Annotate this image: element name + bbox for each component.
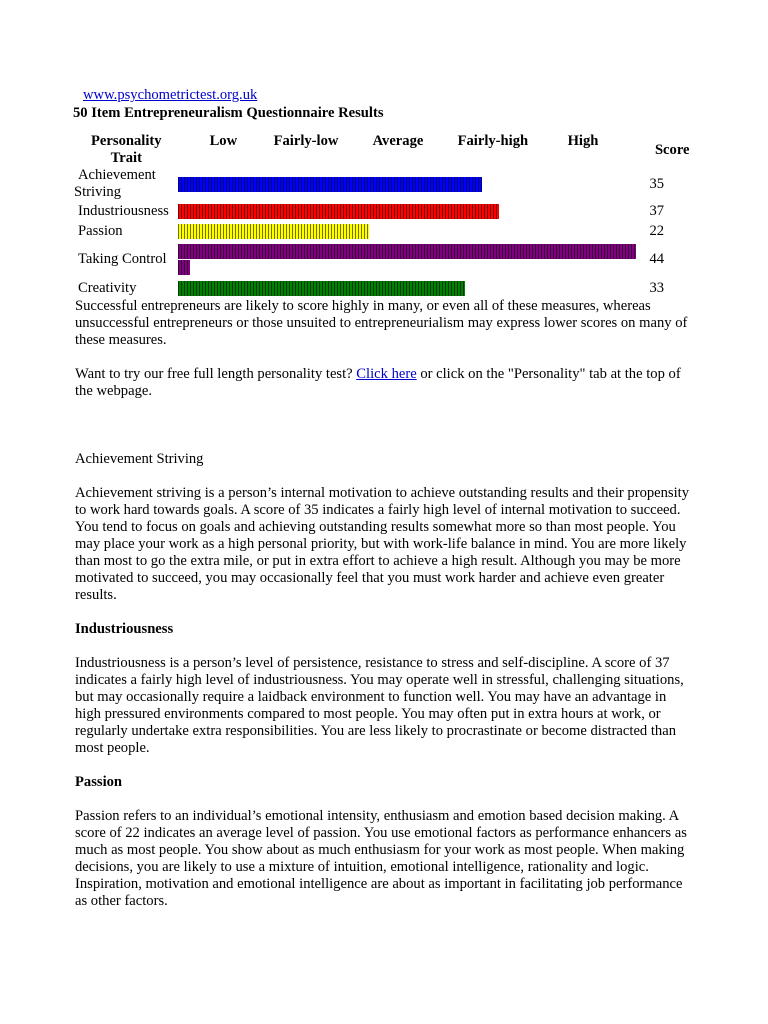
score-value: 44 xyxy=(649,251,665,267)
try-suffix: or click on the "Personality" tab at the top of the webpage. xyxy=(75,366,681,399)
bar-cell xyxy=(178,241,650,278)
score-bar xyxy=(178,281,465,296)
results-page xyxy=(75,87,695,910)
level-fairly-high: Fairly-high xyxy=(457,133,529,149)
achievement-heading: Achievement Striving xyxy=(75,451,204,467)
score-value: 22 xyxy=(649,222,665,239)
industriousness-text: Industriousness is a person’s level of persistence, resistance to stress and self-discipline. A score of 37 indicates a fairly high level of industriousness. You may operate well in stressful, challenging situations, but may occasionally require a laidback environment to function well. You may have an advantage in high pressured environments compared to most people. You may often put in extra hours at work, or regularly undertake extra responsibilities. You are less likely to procrastinate or become distracted than most people. xyxy=(75,655,684,756)
header-trait xyxy=(75,133,178,167)
trait-label: Achievement xyxy=(78,167,156,183)
score-bar-overflow xyxy=(178,260,190,275)
header-score: Score xyxy=(654,141,690,158)
trait-label: Taking Control xyxy=(78,251,167,267)
click-here-link[interactable]: Click here xyxy=(356,366,417,382)
passion-heading: Passion xyxy=(75,774,123,790)
trait-cell xyxy=(75,241,178,278)
trait-cell xyxy=(75,278,178,298)
header-levels xyxy=(178,133,650,167)
header-trait-line1: Personality xyxy=(91,133,162,149)
header-trait-line2: Trait xyxy=(110,150,142,166)
table-row xyxy=(75,278,695,298)
level-fairly-low: Fairly-low xyxy=(273,133,339,149)
summary-paragraph: Successful entrepreneurs are likely to score highly in many, or even all of these measures, whereas unsuccessful entrepreneurs or those unsuited to entrepreneurialism may express lower scores on many of these measures. xyxy=(75,298,688,348)
table-row xyxy=(75,221,695,241)
score-bar xyxy=(178,224,369,239)
score-value: 37 xyxy=(649,202,665,219)
results-table xyxy=(75,133,695,298)
try-prefix: Want to try our free full length personality test? xyxy=(75,366,357,382)
level-low: Low xyxy=(209,133,238,149)
page-title: 50 Item Entrepreneuralism Questionnaire Results xyxy=(73,105,384,121)
table-row xyxy=(75,201,695,221)
score-value: 33 xyxy=(649,279,665,296)
table-header-row xyxy=(75,133,695,167)
level-average: Average xyxy=(372,133,424,149)
trait-label: Creativity xyxy=(78,279,137,296)
try-test-paragraph xyxy=(75,366,695,400)
trait-cell xyxy=(75,201,178,221)
trait-cell xyxy=(75,167,178,201)
trait-label: Passion xyxy=(78,222,123,239)
level-high: High xyxy=(567,133,599,149)
achievement-text: Achievement striving is a person’s internal motivation to achieve outstanding results and their propensity to work hard towards goals. A score of 35 indicates a fairly high level of internal motivation to succeed. You tend to focus on goals and achieving outstanding results somewhat more so than most people. You may place your work as a high personal priority, but with work-life balance in mind. You are more likely than most to go the extra mile, or put in extra effort to achieve a high result. Although you may be more motivated to succeed, you may occasionally feel that you must work harder and achieve even greater results. xyxy=(75,485,690,603)
trait-label-line2: Striving xyxy=(74,184,122,200)
bar-cell xyxy=(178,201,650,221)
bar-cell xyxy=(178,221,650,241)
trait-label: Industriousness xyxy=(78,202,169,219)
score-bar xyxy=(178,244,636,259)
trait-cell xyxy=(75,221,178,241)
score-bar xyxy=(178,177,482,192)
score-bar xyxy=(178,204,499,219)
bar-cell xyxy=(178,278,650,298)
site-link[interactable]: www.psychometrictest.org.uk xyxy=(83,87,258,103)
table-row xyxy=(75,167,695,201)
table-row xyxy=(75,241,695,278)
bar-cell xyxy=(178,167,650,201)
industriousness-heading: Industriousness xyxy=(75,621,174,637)
passion-text: Passion refers to an individual’s emotional intensity, enthusiasm and emotion based decision making. A score of 22 indicates an average level of passion. You use emotional factors as performance enhancers as much as most people. You show about as much enthusiasm for your work as most people. When making decisions, you are likely to use a mixture of intuition, emotional intelligence, rationality and logic. Inspiration, motivation and emotional intelligence are about as important in facilitating job performance as other factors. xyxy=(75,808,687,909)
score-value: 35 xyxy=(649,175,665,192)
